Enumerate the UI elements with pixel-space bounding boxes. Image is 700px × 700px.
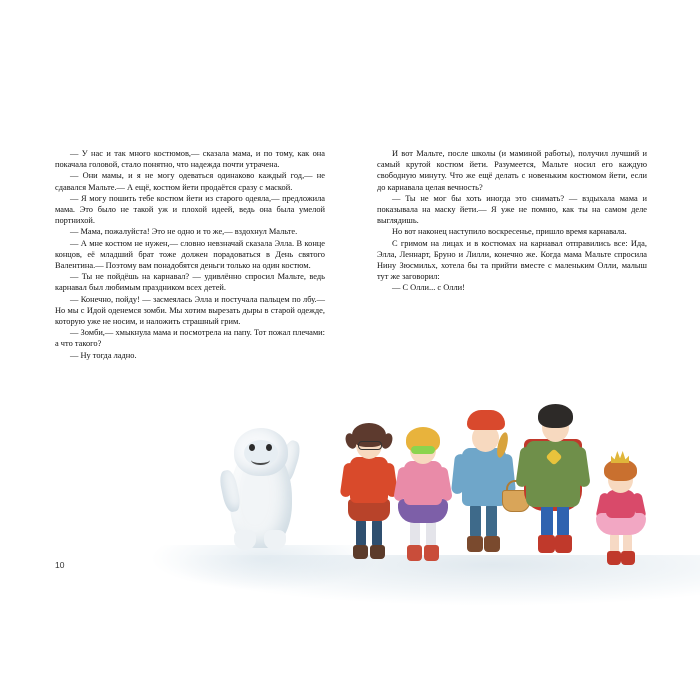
left-leg (610, 533, 619, 553)
yeti-left-eye (249, 444, 255, 451)
text-columns (55, 148, 647, 361)
left-boot (607, 551, 621, 565)
dress (606, 490, 635, 518)
left-boot (353, 545, 368, 559)
right-leg (486, 504, 497, 538)
yeti-right-eye (266, 444, 272, 451)
knit-hat (467, 410, 505, 430)
left-boot (538, 535, 555, 553)
page-number: 10 (55, 560, 65, 570)
kid-ballerina-crown (592, 443, 652, 573)
paragraph: — Зомби,— хмыкнула мама и посмотрела на папу. Тот пожал плечами: а что такого? (55, 328, 325, 349)
left-leg (541, 505, 553, 537)
paragraph: — Конечно, пойду! — засмеялась Элла и постучала пальцем по лбу.— Но мы с Идой оденемся зомби. Мы хотим вырезать дыры в старой одежде, которую уже не носим, и наложить страшный грим. (55, 294, 325, 327)
yeti-right-foot (264, 530, 286, 550)
paragraph: — Мама, пожалуйста! Это не одно и то же,— вздохнул Мальте. (70, 227, 298, 237)
left-leg (410, 521, 420, 547)
yeti-illustration (212, 418, 322, 553)
kid-red-jacket-glasses (340, 413, 400, 573)
right-leg (557, 505, 569, 537)
hair (538, 404, 573, 428)
right-leg (623, 533, 632, 553)
paragraph: — Ты не мог бы хоть иногда это снимать? — вздыхала мама и показывала на маску йети.— Я уже не помню, как ты на самом деле выглядишь. (377, 193, 647, 226)
paragraph: — Я могу пошить тебе костюм йети из старого одеяла,— предложила мама. Это было не такой уж и плохой идеей, ведь она была умелой портнихой. (55, 193, 325, 226)
paragraph: Но вот наконец наступило воскресенье, пришло время карнавала. (392, 227, 627, 237)
yeti-mouth (251, 455, 270, 465)
jacket (350, 457, 388, 503)
paragraph: — А мне костюм не нужен,— словно невзначай сказала Элла. В конце концов, её младший брат тоже должен порадоваться в День святого Валентина.— Поэтому вам понадобятся деньги только на один костюм. (55, 238, 325, 271)
right-text-column (377, 148, 647, 361)
coat (404, 461, 442, 505)
paragraph: С гримом на лицах и в костюмах на карнавал отправились все: Ида, Элла, Леннарт, Бруно и Лилли, конечно же. Когда мама Мальте спросила Нину Зюсмильх, хотела бы та прийти вместе с маленьким Олли, малыш тут же заговорил: (377, 238, 647, 282)
yeti-left-foot (234, 530, 256, 550)
right-boot (484, 536, 500, 552)
left-boot (467, 536, 483, 552)
right-boot (555, 535, 572, 553)
kid-blue-coat-with-basket (450, 398, 520, 573)
paragraph: И вот Мальте, после школы (и маминой работы), получил лучший и самый крутой костюм йети. Разумеется, Мальте носил его каждую свободную минуту. Что же ещё делать с новеньким костюмом йети, если до карнавала целая вечность? (377, 149, 647, 192)
right-boot (621, 551, 635, 565)
paragraph: — Ты не пойдёшь на карнавал? — удивлённо спросил Мальте, ведь карнавал был любимым праздником всех детей. (55, 272, 325, 293)
paragraph: — Ну тогда ладно. (70, 350, 137, 360)
glasses-icon (411, 446, 435, 454)
left-boot (407, 545, 422, 561)
glasses-icon (358, 441, 382, 450)
left-leg (470, 504, 481, 538)
kid-pink-coat-green-glasses (392, 415, 456, 573)
paragraph: — У нас и так много костюмов,— сказала мама, и по тому, как она покачала головой, стало понятно, что надежда почти утрачена. (55, 149, 325, 170)
paragraph: — С Олли... с Олли! (392, 283, 465, 293)
paragraph: — Они мамы, и я не могу одеваться одинаково каждый год,— не сдавался Мальте.— А ещё, костюм йети продаётся сразу с маской. (55, 171, 325, 192)
left-text-column (55, 148, 325, 361)
kids-group-illustration (330, 388, 680, 573)
right-leg (372, 519, 382, 547)
left-leg (356, 519, 366, 547)
crown-icon (611, 451, 629, 463)
right-boot (370, 545, 385, 559)
right-leg (426, 521, 436, 547)
kid-superhero-green-coat (516, 395, 590, 573)
right-boot (424, 545, 439, 561)
